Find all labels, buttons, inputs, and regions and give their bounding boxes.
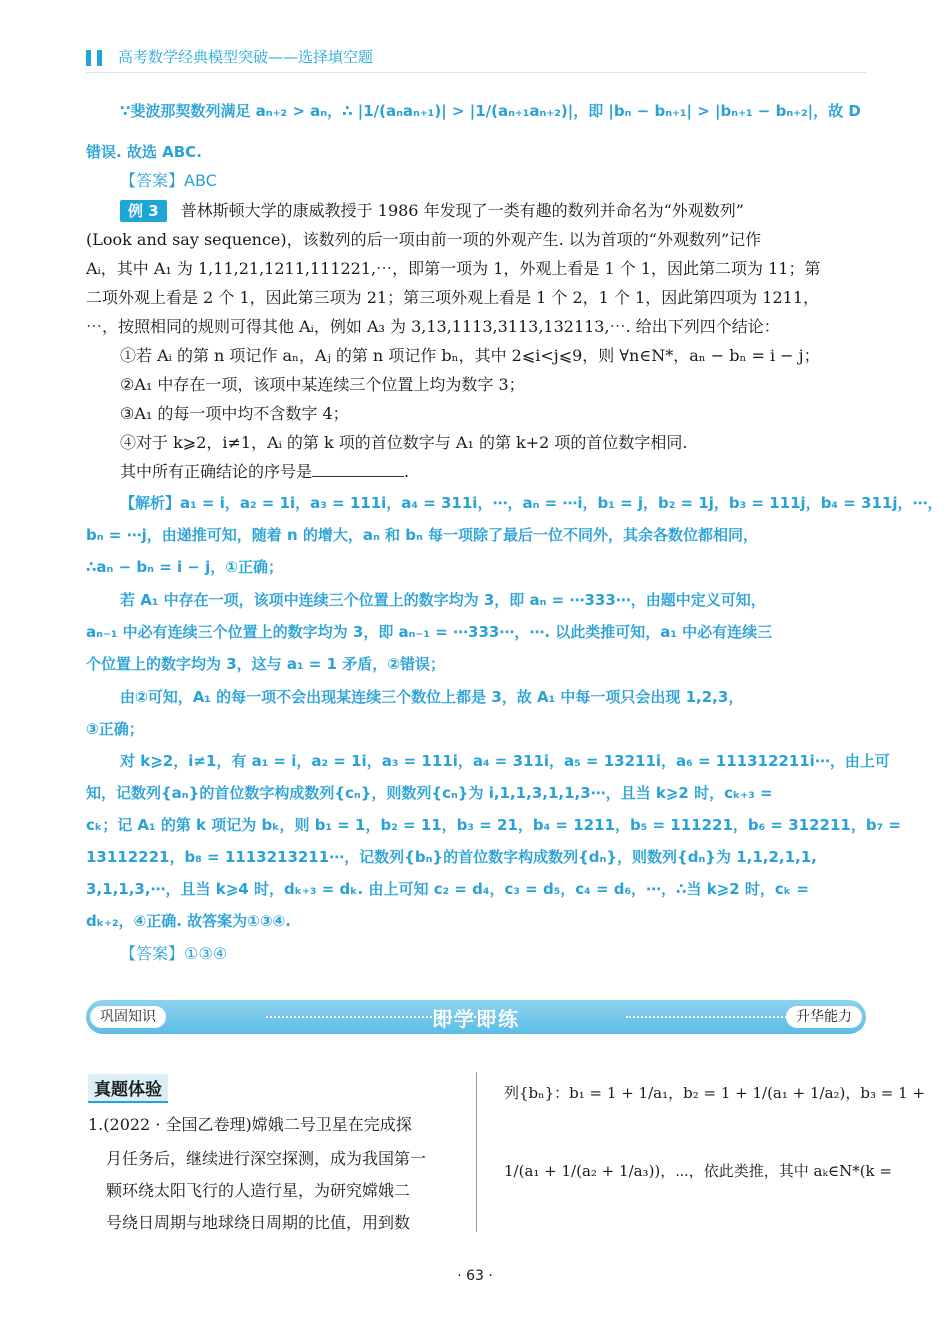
question-text: 其中所有正确结论的序号是 (120, 462, 313, 481)
problem-line-2: 月任务后，继续进行深空探测，成为我国第一 (106, 1149, 427, 1168)
page-number: · 63 · (457, 1268, 493, 1284)
example-line-3: Aᵢ，其中 A₁ 为 1,11,21,1211,111221,⋯，即第一项为 1，外观上看是 1 个 1，因此第二项为 11；第 (86, 259, 821, 278)
example-line-2: (Look and say sequence)，该数列的后一项由前一项的外观产生. 以为首项的“外观数列”记作 (86, 230, 762, 249)
solution-line-4: 若 A₁ 中存在一项，该项中连续三个位置上的数字均为 3，即 aₙ = ⋯333⋯，由题中定义可知， (120, 591, 766, 609)
example-line-1: 普林斯顿大学的康威教授于 1986 年发现了一类有趣的数列并命名为“外观数列” (180, 201, 744, 220)
question-line (120, 461, 866, 483)
solution-line-13: 3,1,1,3,⋯，且当 k⩾4 时，dₖ₊₃ = dₖ. 由上可知 c₂ = d₄，c₃ = d₅，c₄ = d₆，⋯，∴当 k⩾2 时，cₖ = (86, 880, 809, 898)
solution-line-12: 13112221，b₈ = 1113213211⋯，记数列{bₙ}的首位数字构成数列{dₙ}，则数列{dₙ}为 1,1,2,1,1, (86, 848, 817, 866)
problem-line-1: 1.(2022 · 全国乙卷理)嫦娥二号卫星在完成探 (88, 1115, 412, 1134)
running-header (86, 44, 866, 74)
conclusion-3: ③A₁ 的每一项中均不含数字 4； (120, 404, 349, 423)
solution-line-5: aₙ₋₁ 中必有连续三个位置上的数字均为 3，即 aₙ₋₁ = ⋯333⋯，⋯. 以此类推可知，a₁ 中必有连续三 (86, 623, 773, 641)
solution-line-3: ∴aₙ − bₙ = i − j，①正确； (86, 558, 283, 576)
prev-line-1: ∵斐波那契数列满足 aₙ₊₂ > aₙ，∴ |1/(aₙaₙ₊₁)| > |1/(aₙ₊₁aₙ₊₂)|，即 |bₙ − bₙ₊₁| > |bₙ₊₁ − bₙ₊₂|，故 D (120, 102, 861, 120)
header-title: 高考数学经典模型突破——选择填空题 (118, 48, 374, 66)
solution-line-1: 【解析】a₁ = i，a₂ = 1i，a₃ = 111i，a₄ = 311i，⋯，aₙ = ⋯i，b₁ = j，b₂ = 1j，b₃ = 111j，b₄ = 311j，⋯， (120, 494, 943, 512)
problem-right-line-1: 列{bₙ}：b₁ = 1 + 1/a₁，b₂ = 1 + 1/(a₁ + 1/a₂)，b₃ = 1 + (504, 1084, 925, 1102)
solution-line-2: bₙ = ⋯j，由递推可知，随着 n 的增大，aₙ 和 bₙ 每一项除了最后一位不同外，其余各数位都相同， (86, 526, 759, 544)
solution-line-6: 个位置上的数字均为 3，这与 a₁ = 1 矛盾，②错误； (86, 655, 445, 673)
solution-line-9: 对 k⩾2，i≠1，有 a₁ = i，a₂ = 1i，a₃ = 111i，a₄ = 311i，a₅ = 13211i，a₆ = 111312211i⋯，由上可 (120, 752, 890, 770)
example-badge: 例 3 (120, 200, 167, 222)
header-bars (86, 50, 108, 70)
solution-answer: 【答案】①③④ (120, 944, 228, 963)
answer-blank (312, 462, 404, 477)
conclusion-2: ②A₁ 中存在一项，该项中某连续三个位置上均为数字 3； (120, 375, 525, 394)
problem-line-4: 号绕日周期与地球绕日周期的比值，用到数 (106, 1213, 411, 1232)
question-end: . (404, 462, 410, 481)
banner-right-tag: 升华能力 (786, 1006, 862, 1028)
problem-line-3: 颗环绕太阳飞行的人造行星，为研究嫦娥二 (106, 1181, 411, 1200)
problem-right-line-2: 1/(a₁ + 1/(a₂ + 1/a₃))，⋯，依此类推，其中 aₖ∈N*(k = (504, 1162, 892, 1180)
example-line-4: 二项外观上看是 2 个 1，因此第三项为 21；第三项外观上看是 1 个 2，1 个 1，因此第四项为 1211， (86, 288, 820, 307)
prev-line-2: 错误. 故选 ABC. (86, 143, 202, 161)
example-line-5: ⋯，按照相同的规则可得其他 Aᵢ，例如 A₃ 为 3,13,1113,3113,132113,⋯. 给出下列四个结论： (86, 317, 780, 336)
solution-line-8: ③正确； (86, 720, 144, 738)
banner-title: 即学即练 (432, 1007, 520, 1031)
practice-banner (86, 1000, 866, 1034)
conclusion-1: ①若 Aᵢ 的第 n 项记作 aₙ，Aⱼ 的第 n 项记作 bₙ，其中 2⩽i<j⩽9，则 ∀n∈N*，aₙ − bₙ = i − j； (120, 346, 820, 365)
solution-line-11: cₖ；记 A₁ 的第 k 项记为 bₖ，则 b₁ = 1，b₂ = 11，b₃ = 21，b₄ = 1211，b₅ = 111221，b₆ = 312211，b₇ = (86, 816, 901, 834)
solution-line-7: 由②可知，A₁ 的每一项不会出现某连续三个数位上都是 3，故 A₁ 中每一项只会出现 1,2,3， (120, 688, 744, 706)
conclusion-4: ④对于 k⩾2，i≠1，Aᵢ 的第 k 项的首位数字与 A₁ 的第 k+2 项的首位数字相同. (120, 433, 688, 452)
solution-line-14: dₖ₊₂，④正确. 故答案为①③④. (86, 912, 291, 930)
banner-left-tag: 巩固知识 (90, 1006, 166, 1028)
example-first-line (120, 200, 866, 222)
header-rule (86, 72, 866, 73)
prev-answer: 【答案】ABC (120, 171, 217, 190)
solution-line-10: 知，记数列{aₙ}的首位数字构成数列{cₙ}，则数列{cₙ}为 i,1,1,3,1,1,3⋯，且当 k⩾2 时，cₖ₊₃ = (86, 784, 773, 802)
section-title: 真题体验 (88, 1074, 168, 1103)
